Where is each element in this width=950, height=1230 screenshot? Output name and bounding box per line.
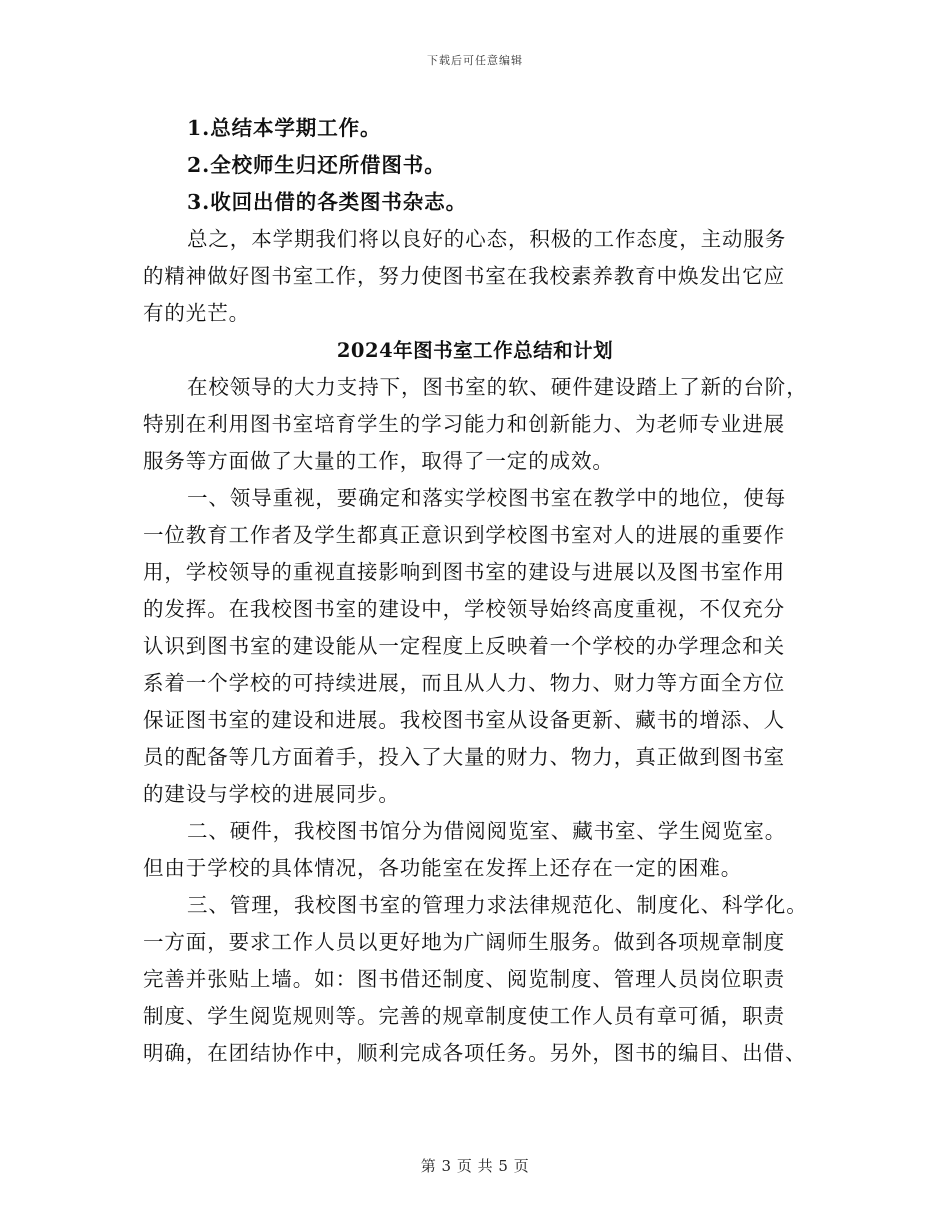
point-one-line-6: 系着一个学校的可持续进展，而且从人力、物力、财力等方面全方位 <box>143 671 785 695</box>
conclusion-line-2: 的精神做好图书室工作，努力使图书室在我校素养教育中焕发出它应 <box>143 264 785 288</box>
page-number: 第 3 页 共 5 页 <box>420 1157 530 1175</box>
intro-line-2: 特别在利用图书室培育学生的学习能力和创新能力、为老师专业进展 <box>143 412 785 436</box>
point-one-line-4: 的发挥。在我校图书室的建设中，学校领导始终高度重视，不仅充分 <box>143 597 785 621</box>
point-three-line-5: 明确，在团结协作中，顺利完成各项任务。另外，图书的编目、出借、 <box>143 1041 807 1065</box>
conclusion-line-1: 总之，本学期我们将以良好的心态，积极的工作态度，主动服务 <box>187 227 787 251</box>
point-three-line-3: 完善并张贴上墙。如：图书借还制度、阅览制度、管理人员岗位职责 <box>143 967 785 991</box>
list-item-1: 1.总结本学期工作。 <box>187 116 382 140</box>
conclusion-line-3: 有的光芒。 <box>143 301 250 325</box>
list-item-3: 3.收回出借的各类图书杂志。 <box>187 190 468 214</box>
point-two-line-2: 但由于学校的具体情况，各功能室在发挥上还存在一定的困难。 <box>143 856 743 880</box>
point-three-line-2: 一方面，要求工作人员以更好地为广阔师生服务。做到各项规章制度 <box>143 930 785 954</box>
point-one-line-5: 认识到图书室的建设能从一定程度上反映着一个学校的办学理念和关 <box>143 634 785 658</box>
section-title: 2024年图书室工作总结和计划 <box>336 339 614 362</box>
point-one-line-3: 用，学校领导的重视直接影响到图书室的建设与进展以及图书室作用 <box>143 560 785 584</box>
intro-line-3: 服务等方面做了大量的工作，取得了一定的成效。 <box>143 449 614 473</box>
point-one-line-9: 的建设与学校的进展同步。 <box>143 782 400 806</box>
intro-line-1: 在校领导的大力支持下，图书室的软、硬件建设踏上了新的台阶， <box>187 375 808 399</box>
point-two-line-1: 二、硬件，我校图书馆分为借阅阅览室、藏书室、学生阅览室。 <box>187 819 787 843</box>
point-one-line-7: 保证图书室的建设和进展。我校图书室从设备更新、藏书的增添、人 <box>143 708 785 732</box>
point-one-line-2: 一位教育工作者及学生都真正意识到学校图书室对人的进展的重要作 <box>143 523 785 547</box>
point-three-line-4: 制度、学生阅览规则等。完善的规章制度使工作人员有章可循，职责 <box>143 1004 785 1028</box>
page-header-note: 下载后可任意编辑 <box>427 54 523 67</box>
point-three-line-1: 三、管理，我校图书室的管理力求法律规范化、制度化、科学化。 <box>187 893 808 917</box>
point-one-line-1: 一、领导重视，要确定和落实学校图书室在教学中的地位，使每 <box>187 486 787 510</box>
point-one-line-8: 员的配备等几方面着手，投入了大量的财力、物力，真正做到图书室 <box>143 745 785 769</box>
document-body <box>143 110 807 1072</box>
list-item-2: 2.全校师生归还所借图书。 <box>187 153 446 177</box>
